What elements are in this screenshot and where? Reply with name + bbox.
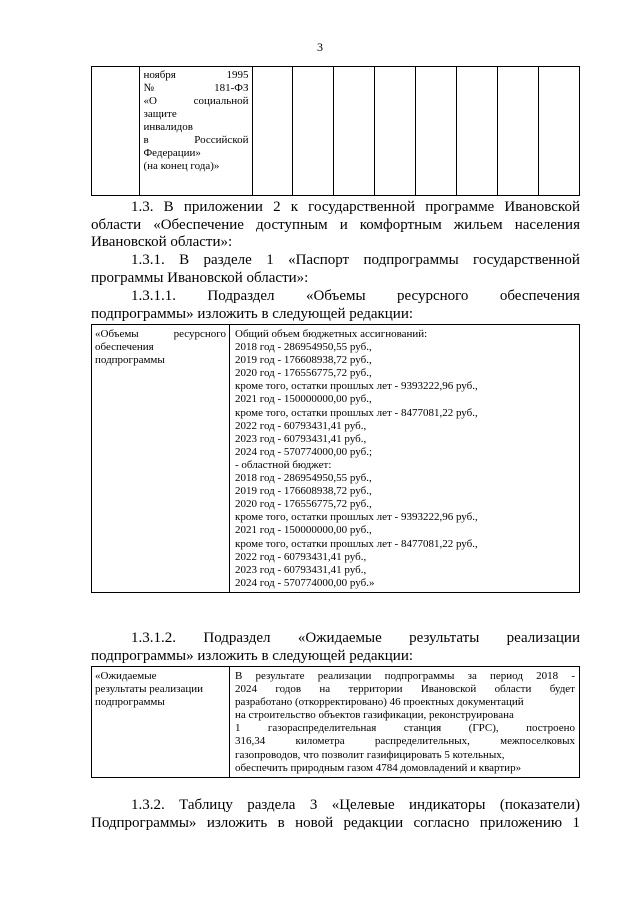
word: обеспечения [499,288,580,304]
word: «Паспорт [288,252,350,268]
text-line [91,630,580,648]
paragraph-1-3 [91,199,580,252]
text-line [91,252,580,270]
word: В [179,252,190,268]
text-line: на строительство объектов газификации, реконструирована [235,709,514,722]
resource-line: 2023 год - 60793431,41 руб., [235,432,367,445]
results-table [91,666,580,778]
word: области [494,683,532,696]
text-line: обеспечить природным газом 4784 домовладений и квартир» [235,761,522,774]
text-line [235,683,575,696]
word: Российской [194,134,249,146]
table-cell-empty [252,67,293,196]
resource-line: 2018 год - 286954950,55 руб., [235,341,372,354]
resource-line: Общий объем бюджетных ассигнований: [235,328,428,340]
resource-line: 2019 год - 176608938,72 руб., [235,485,372,498]
results-content-cell [230,667,580,778]
word: приложении [183,199,263,215]
word: 316,34 [235,735,266,748]
word: будет [549,683,575,696]
paragraph-1-3-1-1 [91,288,580,323]
resources-content-cell [230,325,580,593]
word: 1.3.2. [131,797,165,813]
text-line: подпрограммы» изложить в следующей редакции: [91,647,414,664]
text-line [91,288,580,306]
word: 1995 [226,69,249,81]
law-line: (на конец года)» [143,160,220,172]
word: области [91,216,142,233]
page-number: 3 [317,40,323,54]
word: период [490,670,523,682]
word: территории [348,683,403,696]
paragraph-1-3-1 [91,252,580,287]
text-line: газопроводов, что позволит газифицировать 5 котельных, [235,748,505,761]
resource-line: кроме того, остатки прошлых лет - 8477081,22 руб., [235,537,478,550]
word: «Ожидаемые [297,630,382,646]
table-cell-empty [293,67,334,196]
word: редакции [343,814,404,831]
paragraph-1-3-2 [91,797,580,832]
resource-line: 2023 год - 60793431,41 руб., [235,563,367,576]
law-line: инвалидов [143,121,193,133]
law-line [143,95,248,108]
word: индикаторы [409,797,486,813]
resources-table [91,324,580,593]
word: 1.3.1.1. [131,288,176,304]
resource-line: 2020 год - 176556775,72 руб., [235,498,372,511]
word: газораспределительная [267,722,377,735]
resource-line: 2022 год - 60793431,41 руб., [235,550,367,563]
table-cell-empty [457,67,498,196]
word: результате [255,670,305,682]
word: «Объемы [305,288,366,304]
law-line [143,82,248,95]
text-line [235,722,575,735]
text-line [91,797,580,815]
word: ресурсного [396,288,469,304]
word: государственной [473,252,580,268]
continuation-table [91,66,580,196]
word: 1 [572,814,580,831]
law-line [143,69,248,82]
text-line: результаты реализации [95,683,203,696]
law-reference-cell [140,67,252,196]
table-cell-empty [375,67,416,196]
word: «Обеспечение [153,216,244,233]
word: 2024 [235,683,257,696]
word: годов [275,683,302,696]
word: разделе [203,252,252,268]
results-label-cell [92,667,230,778]
table-cell-empty [416,67,457,196]
text-line: программы Ивановской области»: [91,269,309,286]
word: «Целевые [331,797,395,813]
resource-line: 2024 год - 570774000,00 руб.» [235,576,375,589]
word: В [235,670,243,682]
text-line: обеспечения [95,341,154,354]
word: в [277,814,285,831]
word: распределительных, [374,735,470,748]
law-line [143,134,248,147]
word: 1.3. [131,199,154,215]
word: межпоселковых [500,735,575,748]
text-line: подпрограммы [95,354,165,367]
word: - [571,670,575,682]
table-cell-empty [92,67,140,196]
word: государственной [308,199,416,215]
word: километра [295,735,345,748]
word: Подпрограммы» [91,814,197,831]
resource-line: 2019 год - 176608938,72 руб., [235,354,372,367]
word: 2 [273,199,281,215]
law-line: защите [143,108,177,120]
word: доступным [255,216,328,233]
word: программе [425,199,495,215]
word: Ивановской [420,683,477,696]
word: Таблицу [179,797,233,813]
resource-line: кроме того, остатки прошлых лет - 9393222,96 руб., [235,511,478,524]
word: подпрограммы [384,670,455,682]
table-cell-empty [498,67,539,196]
word: Ивановской [504,199,580,215]
word: «О [143,95,157,107]
text-line [91,217,580,235]
word: приложению [479,814,563,831]
resource-line: кроме того, остатки прошлых лет - 8477081,22 руб., [235,406,478,419]
text-line [235,735,575,748]
text-line [91,199,580,217]
word: и [339,216,348,233]
word: 2018 [536,670,559,682]
word: (ГРС), [468,722,499,735]
law-line: Федерации» [143,147,201,159]
word: 181-ФЗ [214,82,249,94]
resources-label-cell [92,325,230,593]
resource-line: 2022 год - 60793431,41 руб., [235,419,367,432]
resource-line: 2024 год - 570774000,00 руб.; [235,445,373,458]
word: «Объемы [95,328,139,340]
word: реализации [317,670,372,682]
word: станция [403,722,442,735]
resource-line: 2020 год - 176556775,72 руб., [235,367,372,380]
word: изложить [206,814,268,831]
word: Подраздел [203,630,271,646]
text-line: подпрограммы» изложить в следующей редакции: [91,305,414,322]
text-line: «Ожидаемые [95,670,157,682]
word: к [290,199,299,215]
word: построено [526,722,575,735]
table-cell-empty [334,67,375,196]
resource-line: кроме того, остатки прошлых лет - 9393222,96 руб., [235,380,478,393]
word: жильем [453,216,503,233]
word: 1.3.1. [131,252,165,268]
word: раздела [247,797,296,813]
word: 1.3.1.2. [131,630,176,646]
resource-line: 2021 год - 150000000,00 руб., [235,393,372,406]
word: (показатели) [499,797,580,813]
word: населения [514,216,580,233]
word: реализации [506,630,580,646]
text-line: Ивановской области»: [91,234,233,250]
text-line: разработано (откорректировано) 46 проектных документаций [235,696,524,709]
text-line [95,328,226,341]
word: подпрограммы [363,252,459,268]
word: на [319,683,331,696]
word: новой [295,814,334,831]
word: результаты [409,630,480,646]
word: за [467,670,477,682]
resource-line: 2021 год - 150000000,00 руб., [235,524,372,537]
paragraph-1-3-1-2 [91,630,580,665]
word: В [163,199,174,215]
word: 1 [235,722,241,735]
text-line [91,815,580,833]
word: Подраздел [207,288,275,304]
word: 1 [266,252,274,268]
text-line [235,670,575,683]
word: в [143,134,149,146]
word: комфортным [359,216,442,233]
resource-line: 2018 год - 286954950,55 руб., [235,472,372,485]
word: социальной [193,95,249,107]
resource-line: - областной бюджет: [235,458,332,471]
text-line: подпрограммы [95,696,165,709]
word: ресурсного [173,328,226,340]
word: ноября [143,69,176,81]
word: 3 [309,797,318,813]
table-cell-empty [538,67,579,196]
word: № [143,82,154,94]
word: согласно [413,814,470,831]
